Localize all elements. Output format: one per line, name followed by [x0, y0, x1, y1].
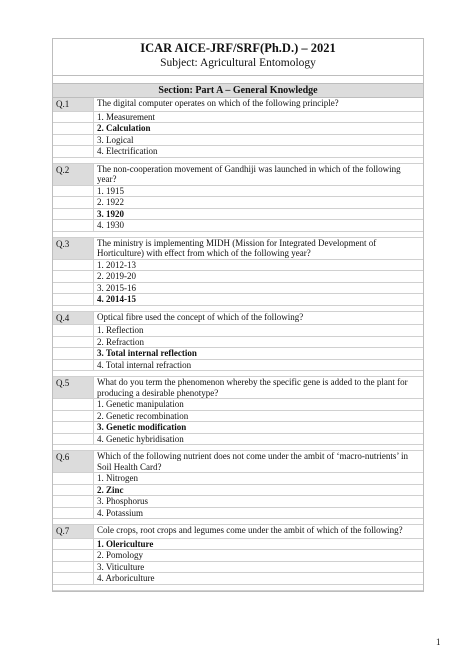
question-paper: [52, 38, 424, 592]
answer-option: 2. Pomology: [93, 550, 423, 561]
question-text: What do you term the phenomenon whereby the specific gene is added to the plant for producing a desirable phenotype?: [93, 377, 423, 398]
question-text: The ministry is implementing MIDH (Mission for Integrated Development of Horticulture) with effect from which of the following year?: [93, 238, 423, 259]
option-row: [53, 348, 423, 360]
option-row: [53, 294, 423, 306]
answer-option: 2. 2019-20: [93, 271, 423, 282]
option-row: [53, 112, 423, 124]
option-number-cell: [53, 562, 93, 573]
option-number-cell: [53, 550, 93, 561]
option-row: [53, 271, 423, 283]
option-row: [53, 146, 423, 158]
option-row: [53, 422, 423, 434]
answer-option: 4. Total internal refraction: [93, 360, 423, 371]
option-number-cell: [53, 399, 93, 410]
option-number-cell: [53, 112, 93, 123]
option-row: [53, 260, 423, 272]
question-row: [53, 525, 423, 539]
answer-option: 4. Electrification: [93, 146, 423, 157]
correct-answer-option: 4. 2014-15: [93, 294, 423, 305]
question-text: The digital computer operates on which of the following principle?: [93, 98, 423, 111]
answer-option: 2. Genetic recombination: [93, 411, 423, 422]
option-number-cell: [53, 294, 93, 305]
option-row: [53, 473, 423, 485]
option-row: [53, 360, 423, 372]
option-row: [53, 434, 423, 446]
answer-option: 1. 1915: [93, 186, 423, 197]
answer-option: 2. Refraction: [93, 337, 423, 348]
answer-option: 3. Phosphorus: [93, 496, 423, 507]
option-number-cell: [53, 539, 93, 550]
option-number-cell: [53, 146, 93, 157]
option-number-cell: [53, 209, 93, 220]
option-row: [53, 337, 423, 349]
question-row: [53, 98, 423, 112]
option-number-cell: [53, 508, 93, 519]
question-row: [53, 238, 423, 260]
question-text: Which of the following nutrient does not come under the ambit of ‘macro-nutrients’ in Soil Health Card?: [93, 451, 423, 472]
option-number-cell: [53, 186, 93, 197]
answer-option: 1. 2012-13: [93, 260, 423, 271]
answer-option: 4. 1930: [93, 220, 423, 231]
option-number-cell: [53, 325, 93, 336]
option-number-cell: [53, 123, 93, 134]
correct-answer-option: 3. Genetic modification: [93, 422, 423, 433]
question-number: Q.5: [53, 377, 93, 398]
option-row: [53, 197, 423, 209]
option-number-cell: [53, 283, 93, 294]
question-row: [53, 312, 423, 326]
section-heading: Section: Part A – General Knowledge: [53, 84, 423, 98]
option-number-cell: [53, 422, 93, 433]
question-text: Cole crops, root crops and legumes come under the ambit of which of the following?: [93, 525, 423, 538]
question-row: [53, 164, 423, 186]
answer-option: 3. 2015-16: [93, 283, 423, 294]
option-number-cell: [53, 135, 93, 146]
option-number-cell: [53, 411, 93, 422]
answer-option: 3. Logical: [93, 135, 423, 146]
option-row: [53, 562, 423, 574]
answer-option: 4. Arboriculture: [93, 573, 423, 584]
option-row: [53, 573, 423, 585]
correct-answer-option: 2. Calculation: [93, 123, 423, 134]
option-number-cell: [53, 220, 93, 231]
answer-option: 4. Potassium: [93, 508, 423, 519]
option-row: [53, 123, 423, 135]
subject-title: Subject: Agricultural Entomology: [160, 57, 316, 69]
option-row: [53, 399, 423, 411]
option-row: [53, 496, 423, 508]
option-row: [53, 411, 423, 423]
option-number-cell: [53, 473, 93, 484]
paper-header: [53, 39, 423, 76]
question-number: Q.2: [53, 164, 93, 185]
option-number-cell: [53, 197, 93, 208]
question-text: The non-cooperation movement of Gandhiji was launched in which of the following year?: [93, 164, 423, 185]
option-row: [53, 485, 423, 497]
spacer-row: [53, 585, 423, 591]
answer-option: 1. Measurement: [93, 112, 423, 123]
answer-option: 3. Viticulture: [93, 562, 423, 573]
option-number-cell: [53, 573, 93, 584]
question-list: [53, 98, 423, 591]
page-number: 1: [436, 637, 441, 647]
question-number: Q.3: [53, 238, 93, 259]
option-number-cell: [53, 260, 93, 271]
option-row: [53, 550, 423, 562]
question-number: Q.7: [53, 525, 93, 538]
option-number-cell: [53, 348, 93, 359]
option-number-cell: [53, 485, 93, 496]
option-row: [53, 220, 423, 232]
option-number-cell: [53, 434, 93, 445]
option-number-cell: [53, 337, 93, 348]
option-row: [53, 135, 423, 147]
option-row: [53, 283, 423, 295]
answer-option: 1. Genetic manipulation: [93, 399, 423, 410]
correct-answer-option: 3. Total internal reflection: [93, 348, 423, 359]
option-row: [53, 209, 423, 221]
option-number-cell: [53, 360, 93, 371]
spacer-row: [53, 76, 423, 84]
question-row: [53, 451, 423, 473]
correct-answer-option: 3. 1920: [93, 209, 423, 220]
answer-option: 1. Reflection: [93, 325, 423, 336]
correct-answer-option: 2. Zinc: [93, 485, 423, 496]
question-number: Q.6: [53, 451, 93, 472]
option-number-cell: [53, 496, 93, 507]
option-number-cell: [53, 271, 93, 282]
correct-answer-option: 1. Olericulture: [93, 539, 423, 550]
option-row: [53, 539, 423, 551]
exam-title: ICAR AICE-JRF/SRF(Ph.D.) – 2021: [140, 41, 336, 55]
answer-option: 1. Nitrogen: [93, 473, 423, 484]
answer-option: 4. Genetic hybridisation: [93, 434, 423, 445]
option-row: [53, 508, 423, 520]
option-row: [53, 325, 423, 337]
answer-option: 2. 1922: [93, 197, 423, 208]
question-text: Optical fibre used the concept of which of the following?: [93, 312, 423, 325]
question-number: Q.1: [53, 98, 93, 111]
question-number: Q.4: [53, 312, 93, 325]
question-row: [53, 377, 423, 399]
option-row: [53, 186, 423, 198]
